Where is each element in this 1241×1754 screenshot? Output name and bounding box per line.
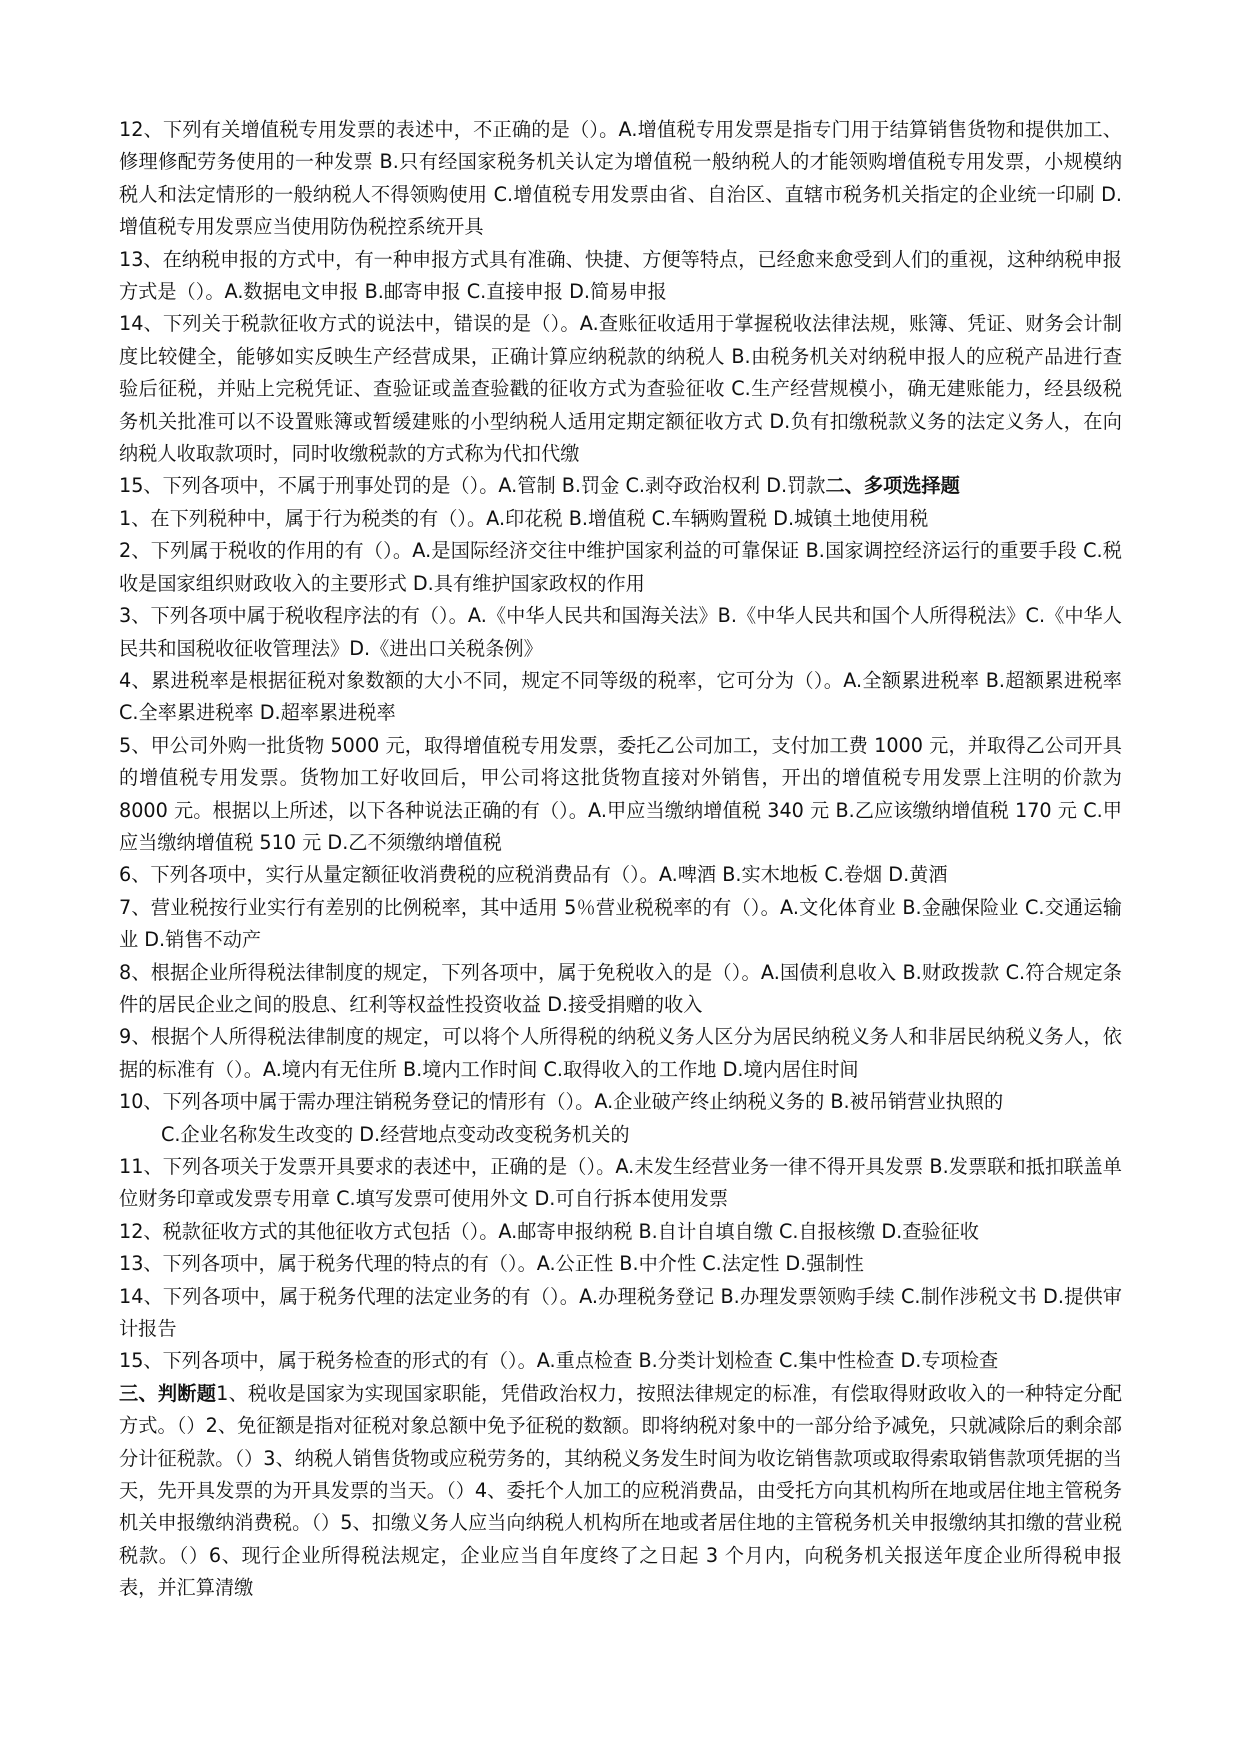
true-false-questions: 1、税收是国家为实现国家职能，凭借政治权力，按照法律规定的标准，有偿取得财政收入的一种特定分配方式。（）2、免征额是指对征税对象总额中免予征税的数额。即将纳税对象中的一部分给予减免，只就减除后的剩余部分计征税款。（）3、纳税人销售货物或应税劳务的，其纳税义务发生时间为收讫销售款项或取得索取销售款项凭据的当天，先开具发票的为开具发票的当天。（）4、委托个人加工的应税消费品，由受托方向其机构所在地或居住地主管税务机关申报缴纳消费税。（）5、扣缴义务人应当向纳税人机构所在地或者居住地的主管税务机关申报缴纳其扣缴的营业税税款。（）6、现行企业所得税法规定，企业应当自年度终了之日起 3 个月内，向税务机关报送年度企业所得税申报表，并汇算清缴 [119,1381,1122,1600]
question-single-15 [119,470,1122,502]
question-multi-11: 11、下列各项关于发票开具要求的表述中，正确的是（）。A.未发生经营业务一律不得开具发票 B.发票联和抵扣联盖单位财务印章或发票专用章 C.填写发票可使用外文 D.可自行拆本使用发票 [119,1155,1122,1211]
question-multi-10-line-2: C.企业名称发生改变的 D.经营地点变动改变税务机关的 [161,1122,630,1146]
question-multi-14: 14、下列各项中，属于税务代理的法定业务的有（）。A.办理税务登记 B.办理发票领购手续 C.制作涉税文书 D.提供审计报告 [119,1284,1122,1341]
question-multi-1: 1、在下列税种中，属于行为税类的有（）。A.印花税 B.增值税 C.车辆购置税 D.城镇土地使用税 [119,506,929,530]
document-page [119,114,1122,1605]
question-multi-15: 15、下列各项中，属于税务检查的形式的有（）。A.重点检查 B.分类计划检查 C.集中性检查 D.专项检查 [119,1349,999,1373]
section-heading-true-false: 三、判断题 [119,1381,217,1405]
question-single-14: 14、下列关于税款征收方式的说法中，错误的是（）。A.查账征收适用于掌握税收法律法规，账簿、凭证、财务会计制度比较健全，能够如实反映生产经营成果，正确计算应纳税款的纳税人 B.由税务机关对纳税申报人的应税产品进行查验后征税，并贴上完税凭证、查验证或盖查验戳的征收方式为查验征收 C.生产经营规模小，确无建账能力，经县级税务机关批准可以不设置账簿或暂缓建账的小型纳税人适用定期定额征收方式 D.负有扣缴税款义务的法定义务人，在向纳税人收取款项时，同时收缴税款的方式称为代扣代缴 [119,312,1122,466]
question-single-12: 12、下列有关增值税专用发票的表述中，不正确的是（）。A.增值税专用发票是指专门用于结算销售货物和提供加工、修理修配劳务使用的一种发票 B.只有经国家税务机关认定为增值税一般纳税人的才能领购增值税专用发票，小规模纳税人和法定情形的一般纳税人不得领购使用 C.增值税专用发票由省、自治区、直辖市税务机关指定的企业统一印刷 D.增值税专用发票应当使用防伪税控系统开具 [119,118,1122,239]
question-multi-12: 12、税款征收方式的其他征收方式包括（）。A.邮寄申报纳税 B.自计自填自缴 C.自报核缴 D.查验征收 [119,1219,979,1243]
question-multi-9: 9、根据个人所得税法律制度的规定，可以将个人所得税的纳税义务人区分为居民纳税义务人和非居民纳税义务人，依据的标准有（）。A.境内有无住所 B.境内工作时间 C.取得收入的工作地 D.境内居住时间 [119,1025,1122,1081]
question-multi-10 [119,1086,1122,1151]
true-false-section [119,1378,1122,1605]
question-multi-10-line-1: 10、下列各项中属于需办理注销税务登记的情形有（）。A.企业破产终止纳税义务的 B.被吊销营业执照的 [119,1090,1004,1114]
question-multi-13: 13、下列各项中，属于税务代理的特点的有（）。A.公正性 B.中介性 C.法定性 D.强制性 [119,1252,864,1276]
question-multi-6: 6、下列各项中，实行从量定额征收消费税的应税消费品有（）。A.啤酒 B.实木地板 C.卷烟 D.黄酒 [119,863,948,887]
question-multi-5: 5、甲公司外购一批货物 5000 元，取得增值税专用发票，委托乙公司加工，支付加工费 1000 元，并取得乙公司开具的增值税专用发票。货物加工好收回后，甲公司将这批货物直接对外销售，开出的增值税专用发票上注明的价款为 8000 元。根据以上所述，以下各种说法正确的有（）。A.甲应当缴纳增值税 340 元 B.乙应该缴纳增值税 170 元 C.甲应当缴纳增值税 510 元 D.乙不须缴纳增值税 [119,733,1122,854]
question-single-15-text: 15、下列各项中，不属于刑事处罚的是（）。A.管制 B.罚金 C.剥夺政治权利 D.罚款 [119,474,826,498]
question-multi-4: 4、累进税率是根据征税对象数额的大小不同，规定不同等级的税率，它可分为（）。A.全额累进税率 B.超额累进税率 C.全率累进税率 D.超率累进税率 [119,668,1122,725]
question-multi-8: 8、根据企业所得税法律制度的规定，下列各项中，属于免税收入的是（）。A.国债利息收入 B.财政拨款 C.符合规定条件的居民企业之间的股息、红利等权益性投资收益 D.接受捐赠的收入 [119,960,1122,1016]
question-multi-7: 7、营业税按行业实行有差别的比例税率，其中适用 5％营业税税率的有（）。A.文化体育业 B.金融保险业 C.交通运输业 D.销售不动产 [119,895,1122,952]
question-single-13: 13、在纳税申报的方式中，有一种申报方式具有准确、快捷、方便等特点，已经愈来愈受到人们的重视，这种纳税申报方式是（）。A.数据电文申报 B.邮寄申报 C.直接申报 D.简易申报 [119,247,1122,304]
section-heading-multiple-choice: 二、多项选择题 [825,474,960,498]
question-multi-2: 2、下列属于税收的作用的有（）。A.是国际经济交往中维护国家利益的可靠保证 B.国家调控经济运行的重要手段 C.税收是国家组织财政收入的主要形式 D.具有维护国家政权的作用 [119,539,1122,595]
question-multi-3: 3、下列各项中属于税收程序法的有（）。A.《中华人民共和国海关法》B.《中华人民共和国个人所得税法》C.《中华人民共和国税收征收管理法》D.《进出口关税条例》 [119,604,1122,660]
